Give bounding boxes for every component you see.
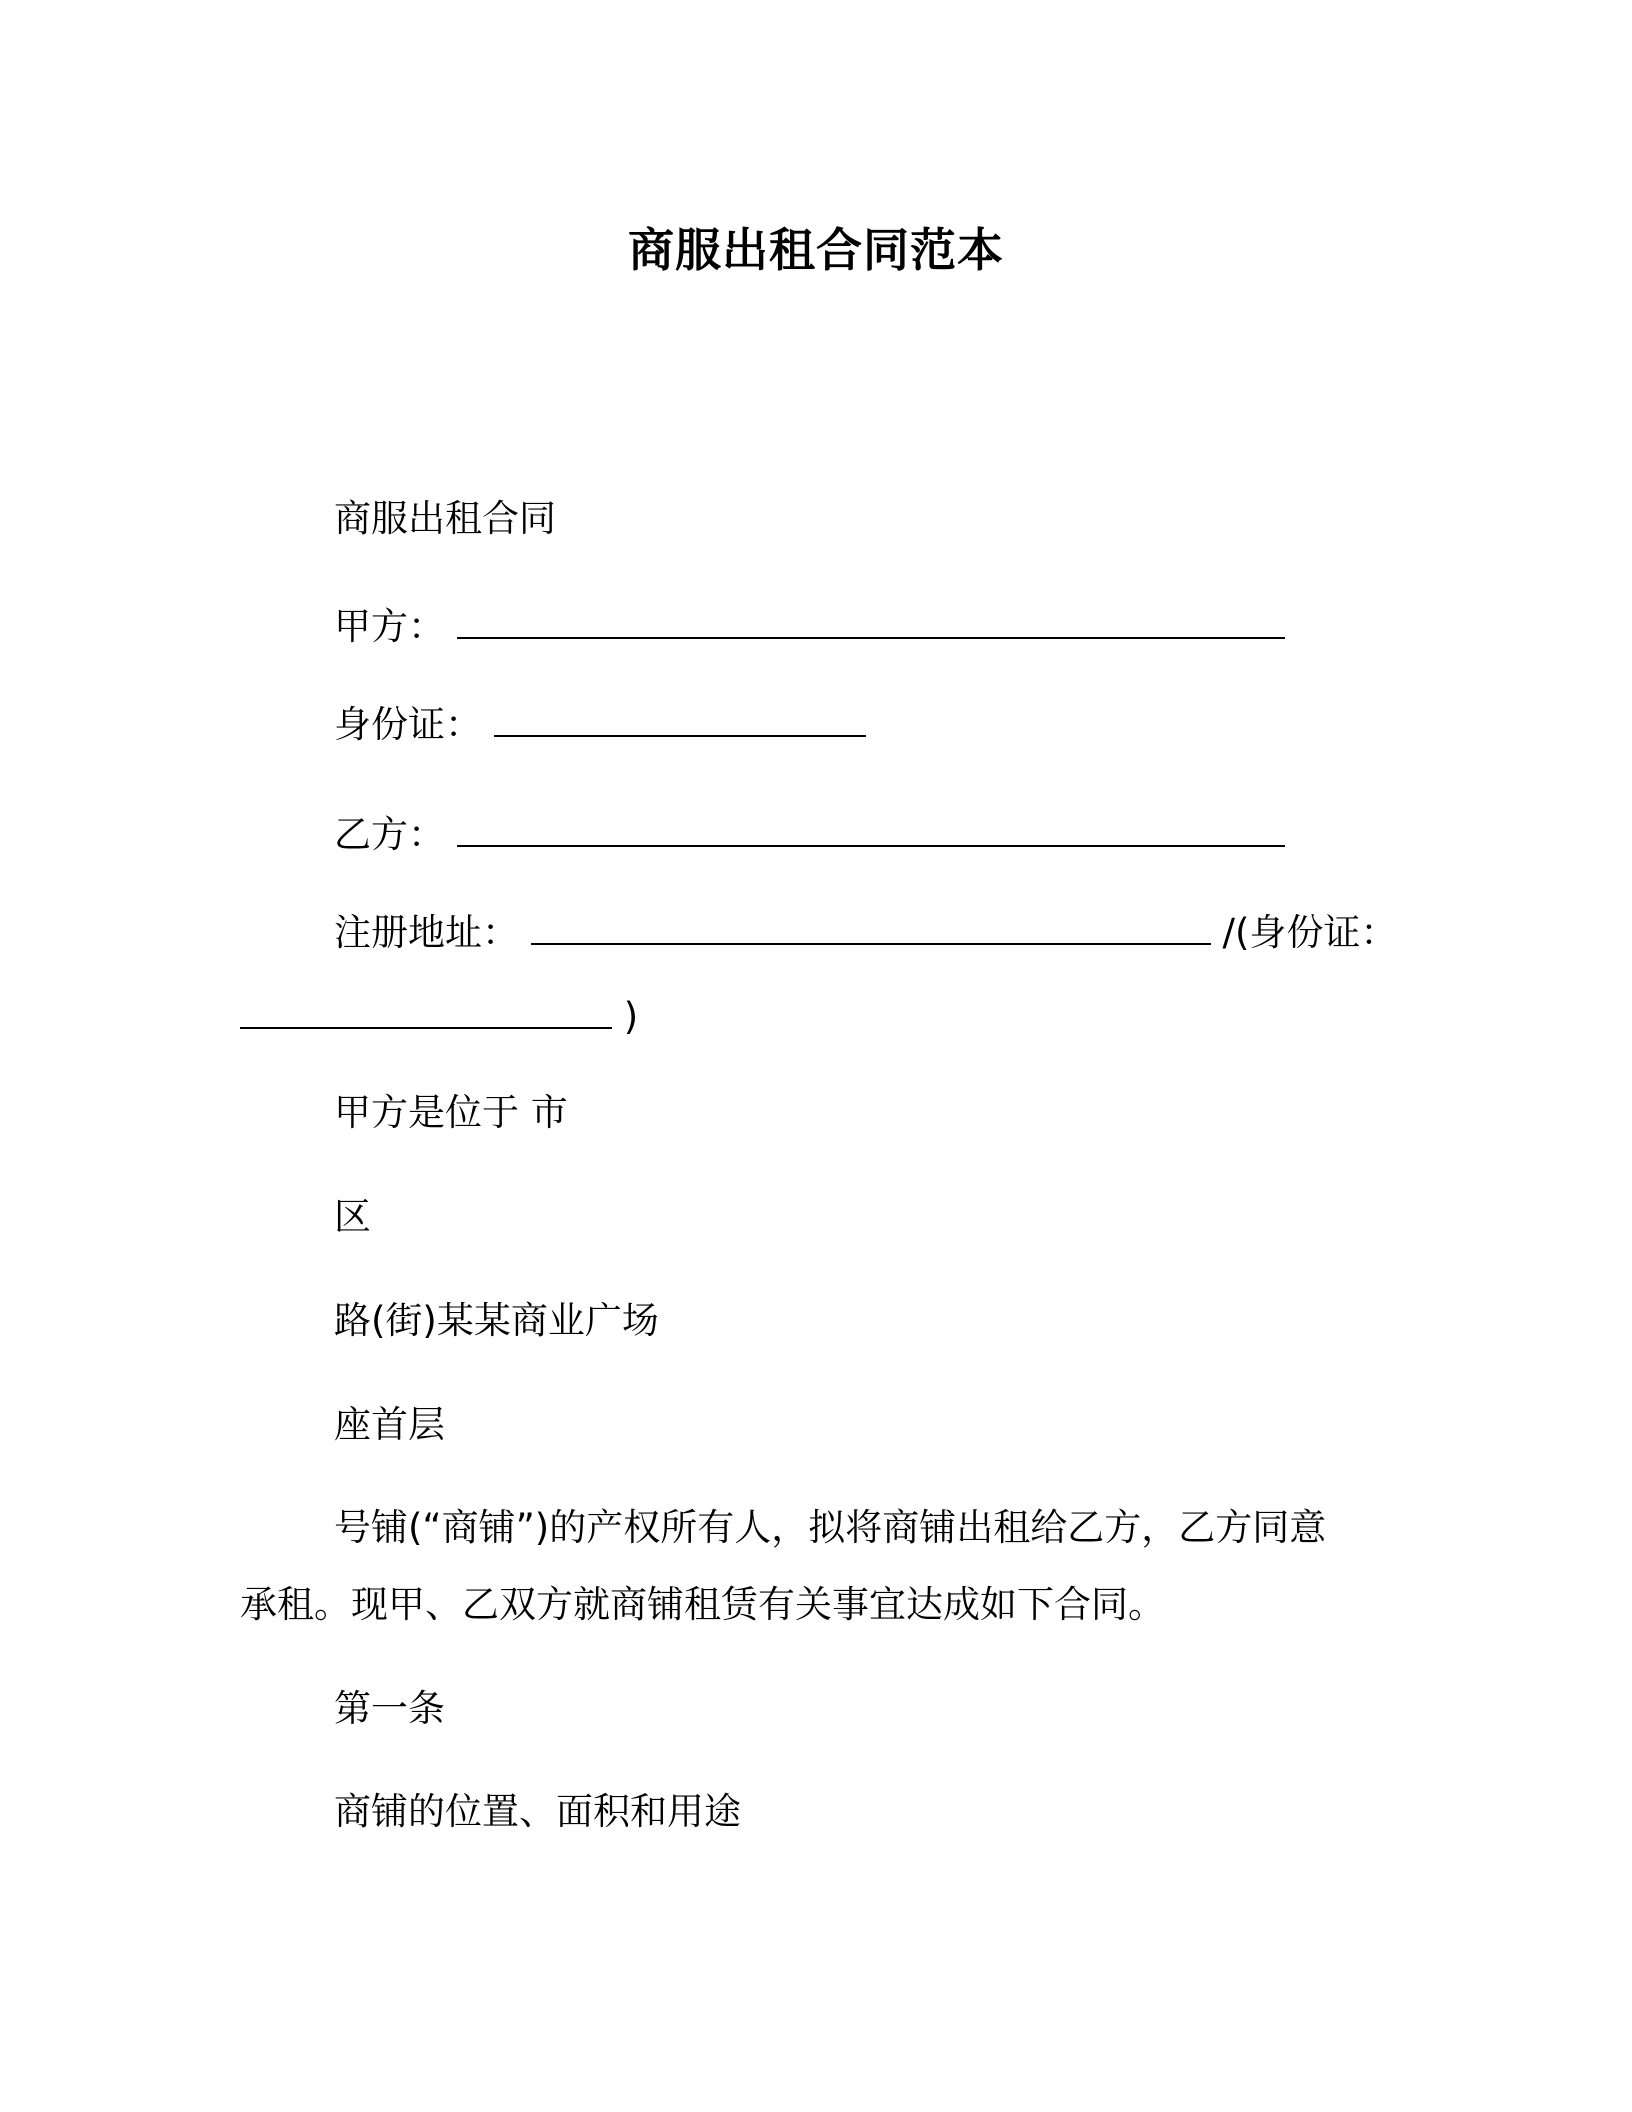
location-line-3: 路(街)某某商业广场 <box>334 1299 659 1342</box>
party-b-label: 乙方： <box>334 813 445 856</box>
document-title: 商服出租合同范本 <box>628 223 1004 277</box>
id-card-label: 身份证： <box>334 703 482 746</box>
id-card-paren-label: /(身份证： <box>1222 911 1398 954</box>
article-1-number: 第一条 <box>334 1687 445 1730</box>
registered-address-blank <box>531 913 1211 945</box>
contract-heading: 商服出租合同 <box>334 497 556 540</box>
intro-paragraph-line-1: 号铺(“商铺”)的产权所有人，拟将商铺出租给乙方，乙方同意 <box>334 1506 1327 1549</box>
article-1-title: 商铺的位置、面积和用途 <box>334 1790 741 1833</box>
id-card-blank-2 <box>240 997 612 1029</box>
party-b-row <box>334 812 1285 858</box>
party-a-label: 甲方： <box>334 605 445 648</box>
registered-address-label: 注册地址： <box>334 911 519 954</box>
id-card-continuation-row <box>240 994 638 1040</box>
party-b-blank <box>457 815 1285 847</box>
location-line-2: 区 <box>334 1195 371 1238</box>
party-a-row <box>334 604 1285 650</box>
party-a-blank <box>457 607 1285 639</box>
paren-close: ) <box>623 995 639 1038</box>
registered-address-row <box>334 910 1397 956</box>
id-card-row <box>334 702 866 748</box>
id-card-blank <box>494 705 866 737</box>
intro-paragraph-line-2: 承租。现甲、乙双方就商铺租赁有关事宜达成如下合同。 <box>240 1583 1165 1626</box>
location-line-4: 座首层 <box>334 1403 445 1446</box>
location-line-1: 甲方是位于 市 <box>334 1091 568 1134</box>
